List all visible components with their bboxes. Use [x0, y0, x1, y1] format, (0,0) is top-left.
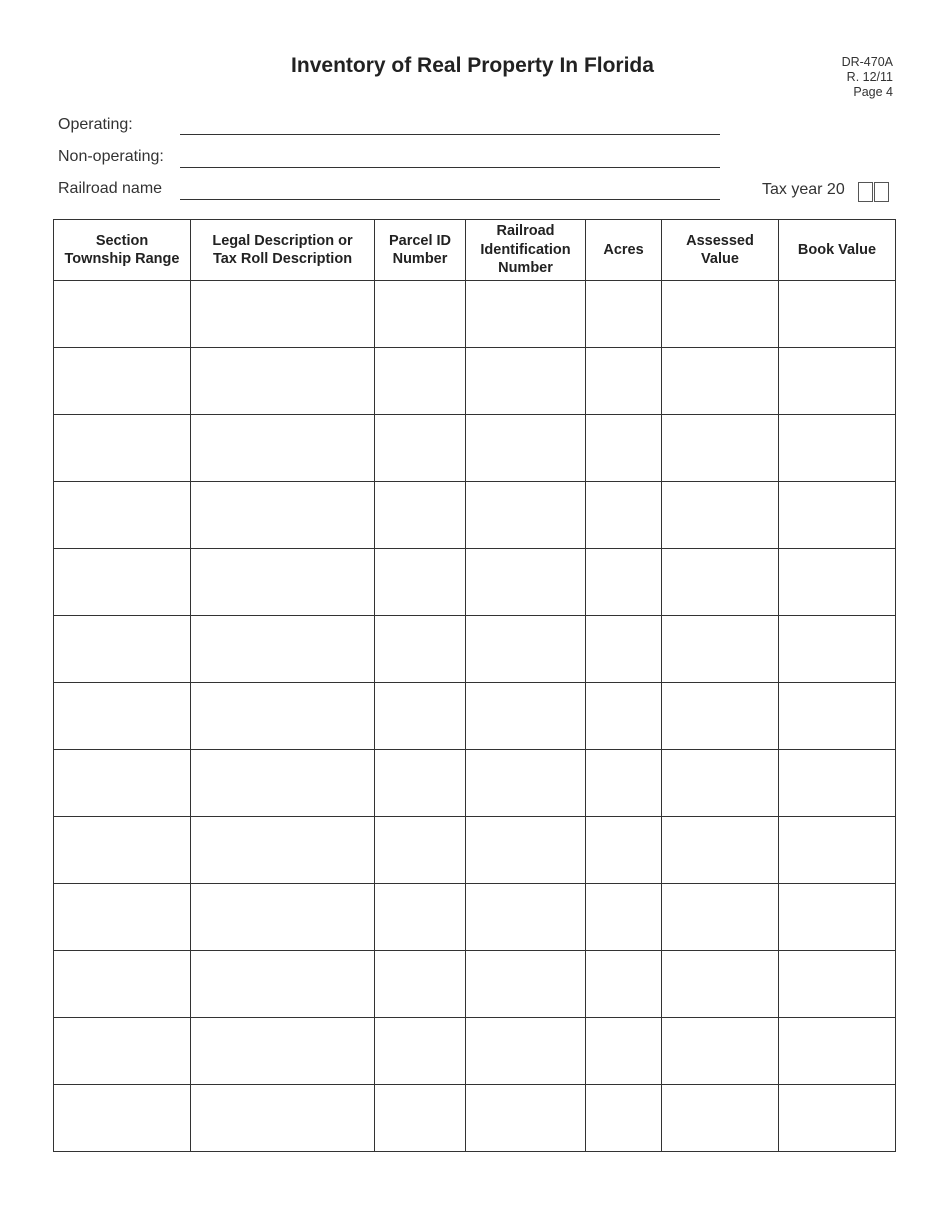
- cell-railroad-id: [466, 616, 586, 683]
- cell-acres: [586, 616, 662, 683]
- assessed-value-input[interactable]: [662, 348, 778, 414]
- table-header-row: [54, 220, 896, 281]
- railroad-id-input[interactable]: [466, 683, 585, 749]
- cell-railroad-id: [466, 1085, 586, 1152]
- cell-assessed-value: [662, 281, 779, 348]
- cell-section-township-range: [54, 817, 191, 884]
- cell-section-township-range: [54, 415, 191, 482]
- col-legal-description-header: Legal Description or Tax Roll Description: [191, 220, 375, 281]
- cell-book-value: [779, 616, 896, 683]
- assessed-value-input[interactable]: [662, 951, 778, 1017]
- acres-input[interactable]: [586, 549, 661, 615]
- form-identifier: [842, 55, 893, 100]
- tax-year-label: Tax year 20: [762, 181, 845, 198]
- cell-assessed-value: [662, 616, 779, 683]
- cell-legal-description: [191, 348, 375, 415]
- assessed-value-input[interactable]: [662, 683, 778, 749]
- acres-input[interactable]: [586, 482, 661, 548]
- cell-legal-description: [191, 1085, 375, 1152]
- cell-parcel-id: [375, 1018, 466, 1085]
- table-row: [54, 817, 896, 884]
- assessed-value-input[interactable]: [662, 549, 778, 615]
- cell-legal-description: [191, 951, 375, 1018]
- legal-description-input[interactable]: [191, 348, 374, 414]
- book-value-input[interactable]: [779, 348, 895, 414]
- cell-parcel-id: [375, 951, 466, 1018]
- book-value-input[interactable]: [779, 817, 895, 883]
- assessed-value-input[interactable]: [662, 750, 778, 816]
- legal-description-input[interactable]: [191, 817, 374, 883]
- table-row: [54, 1018, 896, 1085]
- section-township-range-input[interactable]: [54, 281, 190, 347]
- book-value-input[interactable]: [779, 951, 895, 1017]
- cell-acres: [586, 415, 662, 482]
- cell-railroad-id: [466, 683, 586, 750]
- parcel-id-input[interactable]: [375, 616, 465, 682]
- cell-parcel-id: [375, 616, 466, 683]
- acres-input[interactable]: [586, 281, 661, 347]
- cell-legal-description: [191, 817, 375, 884]
- cell-legal-description: [191, 884, 375, 951]
- section-township-range-input[interactable]: [54, 1018, 190, 1084]
- cell-assessed-value: [662, 817, 779, 884]
- cell-acres: [586, 348, 662, 415]
- cell-book-value: [779, 884, 896, 951]
- cell-railroad-id: [466, 482, 586, 549]
- cell-acres: [586, 683, 662, 750]
- acres-input[interactable]: [586, 884, 661, 950]
- railroad-id-input[interactable]: [466, 616, 585, 682]
- cell-section-township-range: [54, 482, 191, 549]
- parcel-id-input[interactable]: [375, 549, 465, 615]
- cell-acres: [586, 817, 662, 884]
- cell-parcel-id: [375, 415, 466, 482]
- cell-acres: [586, 750, 662, 817]
- parcel-id-input[interactable]: [375, 348, 465, 414]
- railroad-id-input[interactable]: [466, 549, 585, 615]
- legal-description-input[interactable]: [191, 415, 374, 481]
- cell-railroad-id: [466, 884, 586, 951]
- section-township-range-input[interactable]: [54, 951, 190, 1017]
- parcel-id-input[interactable]: [375, 281, 465, 347]
- parcel-id-input[interactable]: [375, 817, 465, 883]
- railroad-id-input[interactable]: [466, 415, 585, 481]
- cell-assessed-value: [662, 951, 779, 1018]
- table-row: [54, 616, 896, 683]
- parcel-id-input[interactable]: [375, 415, 465, 481]
- parcel-id-input[interactable]: [375, 482, 465, 548]
- cell-legal-description: [191, 281, 375, 348]
- cell-assessed-value: [662, 549, 779, 616]
- cell-section-township-range: [54, 884, 191, 951]
- parcel-id-input[interactable]: [375, 683, 465, 749]
- parcel-id-input[interactable]: [375, 750, 465, 816]
- book-value-input[interactable]: [779, 482, 895, 548]
- table-row: [54, 1085, 896, 1152]
- cell-section-township-range: [54, 549, 191, 616]
- cell-book-value: [779, 683, 896, 750]
- cell-parcel-id: [375, 683, 466, 750]
- cell-assessed-value: [662, 482, 779, 549]
- railroad-name-field[interactable]: [180, 199, 720, 200]
- railroad-id-input[interactable]: [466, 750, 585, 816]
- book-value-input[interactable]: [779, 549, 895, 615]
- cell-section-township-range: [54, 616, 191, 683]
- col-assessed-value-header: Assessed Value: [662, 220, 779, 281]
- legal-description-input[interactable]: [191, 616, 374, 682]
- section-township-range-input[interactable]: [54, 616, 190, 682]
- cell-book-value: [779, 750, 896, 817]
- cell-book-value: [779, 549, 896, 616]
- cell-legal-description: [191, 415, 375, 482]
- assessed-value-input[interactable]: [662, 482, 778, 548]
- cell-section-township-range: [54, 951, 191, 1018]
- col-book-value-header: Book Value: [779, 220, 896, 281]
- col-railroad-id-header: Railroad Identification Number: [466, 220, 586, 281]
- acres-input[interactable]: [586, 616, 661, 682]
- cell-railroad-id: [466, 549, 586, 616]
- cell-legal-description: [191, 616, 375, 683]
- legal-description-input[interactable]: [191, 951, 374, 1017]
- form-title: Inventory of Real Property In Florida: [291, 54, 654, 77]
- cell-acres: [586, 951, 662, 1018]
- legal-description-input[interactable]: [191, 683, 374, 749]
- book-value-input[interactable]: [779, 281, 895, 347]
- book-value-input[interactable]: [779, 415, 895, 481]
- cell-book-value: [779, 348, 896, 415]
- assessed-value-input[interactable]: [662, 616, 778, 682]
- book-value-input[interactable]: [779, 1085, 895, 1151]
- cell-legal-description: [191, 482, 375, 549]
- railroad-id-input[interactable]: [466, 1018, 585, 1084]
- cell-parcel-id: [375, 482, 466, 549]
- cell-book-value: [779, 817, 896, 884]
- cell-parcel-id: [375, 884, 466, 951]
- section-township-range-input[interactable]: [54, 549, 190, 615]
- railroad-id-input[interactable]: [466, 817, 585, 883]
- assessed-value-input[interactable]: [662, 817, 778, 883]
- cell-parcel-id: [375, 817, 466, 884]
- table-row: [54, 482, 896, 549]
- railroad-name-label: Railroad name: [58, 180, 163, 197]
- non-operating-field[interactable]: [180, 167, 720, 168]
- cell-parcel-id: [375, 1085, 466, 1152]
- railroad-id-input[interactable]: [466, 1085, 585, 1151]
- section-township-range-input[interactable]: [54, 1085, 190, 1151]
- cell-book-value: [779, 1085, 896, 1152]
- col-section-township-range-header: Section Township Range: [54, 220, 191, 281]
- legal-description-input[interactable]: [191, 1018, 374, 1084]
- cell-railroad-id: [466, 1018, 586, 1085]
- section-township-range-input[interactable]: [54, 817, 190, 883]
- cell-section-township-range: [54, 348, 191, 415]
- cell-legal-description: [191, 1018, 375, 1085]
- page-number: Page 4: [853, 85, 893, 99]
- book-value-input[interactable]: [779, 884, 895, 950]
- cell-acres: [586, 1085, 662, 1152]
- legal-description-input[interactable]: [191, 281, 374, 347]
- cell-section-township-range: [54, 750, 191, 817]
- parcel-id-input[interactable]: [375, 1085, 465, 1151]
- cell-assessed-value: [662, 348, 779, 415]
- book-value-input[interactable]: [779, 683, 895, 749]
- section-township-range-input[interactable]: [54, 415, 190, 481]
- table-row: [54, 884, 896, 951]
- cell-legal-description: [191, 683, 375, 750]
- cell-assessed-value: [662, 1085, 779, 1152]
- col-parcel-id-header: Parcel ID Number: [375, 220, 466, 281]
- section-township-range-input[interactable]: [54, 884, 190, 950]
- non-operating-label: Non-operating:: [58, 148, 164, 165]
- book-value-input[interactable]: [779, 616, 895, 682]
- cell-acres: [586, 1018, 662, 1085]
- acres-input[interactable]: [586, 951, 661, 1017]
- section-township-range-input[interactable]: [54, 348, 190, 414]
- parcel-id-input[interactable]: [375, 951, 465, 1017]
- cell-section-township-range: [54, 281, 191, 348]
- parcel-id-input[interactable]: [375, 884, 465, 950]
- cell-legal-description: [191, 750, 375, 817]
- table-row: [54, 750, 896, 817]
- table-row: [54, 951, 896, 1018]
- col-acres-header: Acres: [586, 220, 662, 281]
- acres-input[interactable]: [586, 348, 661, 414]
- acres-input[interactable]: [586, 415, 661, 481]
- section-township-range-input[interactable]: [54, 683, 190, 749]
- assessed-value-input[interactable]: [662, 415, 778, 481]
- legal-description-input[interactable]: [191, 482, 374, 548]
- cell-acres: [586, 549, 662, 616]
- legal-description-input[interactable]: [191, 884, 374, 950]
- assessed-value-input[interactable]: [662, 1018, 778, 1084]
- railroad-id-input[interactable]: [466, 482, 585, 548]
- cell-section-township-range: [54, 1018, 191, 1085]
- operating-field[interactable]: [180, 134, 720, 135]
- railroad-id-input[interactable]: [466, 348, 585, 414]
- section-township-range-input[interactable]: [54, 482, 190, 548]
- cell-railroad-id: [466, 817, 586, 884]
- acres-input[interactable]: [586, 817, 661, 883]
- cell-section-township-range: [54, 1085, 191, 1152]
- cell-book-value: [779, 415, 896, 482]
- cell-book-value: [779, 482, 896, 549]
- form-revision: R. 12/11: [846, 70, 893, 84]
- form-number: DR-470A: [841, 55, 893, 69]
- cell-railroad-id: [466, 281, 586, 348]
- cell-acres: [586, 281, 662, 348]
- cell-book-value: [779, 951, 896, 1018]
- cell-acres: [586, 482, 662, 549]
- cell-assessed-value: [662, 884, 779, 951]
- cell-parcel-id: [375, 750, 466, 817]
- cell-assessed-value: [662, 683, 779, 750]
- tax-year-digit-2[interactable]: [874, 182, 889, 202]
- cell-assessed-value: [662, 750, 779, 817]
- operating-label: Operating:: [58, 116, 133, 133]
- cell-parcel-id: [375, 281, 466, 348]
- assessed-value-input[interactable]: [662, 281, 778, 347]
- cell-acres: [586, 884, 662, 951]
- railroad-id-input[interactable]: [466, 884, 585, 950]
- assessed-value-input[interactable]: [662, 1085, 778, 1151]
- table-row: [54, 348, 896, 415]
- table-row: [54, 683, 896, 750]
- acres-input[interactable]: [586, 1018, 661, 1084]
- acres-input[interactable]: [586, 683, 661, 749]
- cell-book-value: [779, 281, 896, 348]
- legal-description-input[interactable]: [191, 549, 374, 615]
- cell-assessed-value: [662, 415, 779, 482]
- tax-year-digit-1[interactable]: [858, 182, 873, 202]
- section-township-range-input[interactable]: [54, 750, 190, 816]
- legal-description-input[interactable]: [191, 750, 374, 816]
- cell-legal-description: [191, 549, 375, 616]
- table-row: [54, 281, 896, 348]
- cell-section-township-range: [54, 683, 191, 750]
- acres-input[interactable]: [586, 1085, 661, 1151]
- cell-railroad-id: [466, 951, 586, 1018]
- cell-parcel-id: [375, 348, 466, 415]
- cell-assessed-value: [662, 1018, 779, 1085]
- book-value-input[interactable]: [779, 750, 895, 816]
- table-row: [54, 415, 896, 482]
- legal-description-input[interactable]: [191, 1085, 374, 1151]
- cell-parcel-id: [375, 549, 466, 616]
- book-value-input[interactable]: [779, 1018, 895, 1084]
- acres-input[interactable]: [586, 750, 661, 816]
- railroad-id-input[interactable]: [466, 281, 585, 347]
- table-row: [54, 549, 896, 616]
- cell-railroad-id: [466, 750, 586, 817]
- parcel-id-input[interactable]: [375, 1018, 465, 1084]
- railroad-id-input[interactable]: [466, 951, 585, 1017]
- inventory-table: [53, 219, 896, 1152]
- cell-railroad-id: [466, 348, 586, 415]
- cell-book-value: [779, 1018, 896, 1085]
- cell-railroad-id: [466, 415, 586, 482]
- assessed-value-input[interactable]: [662, 884, 778, 950]
